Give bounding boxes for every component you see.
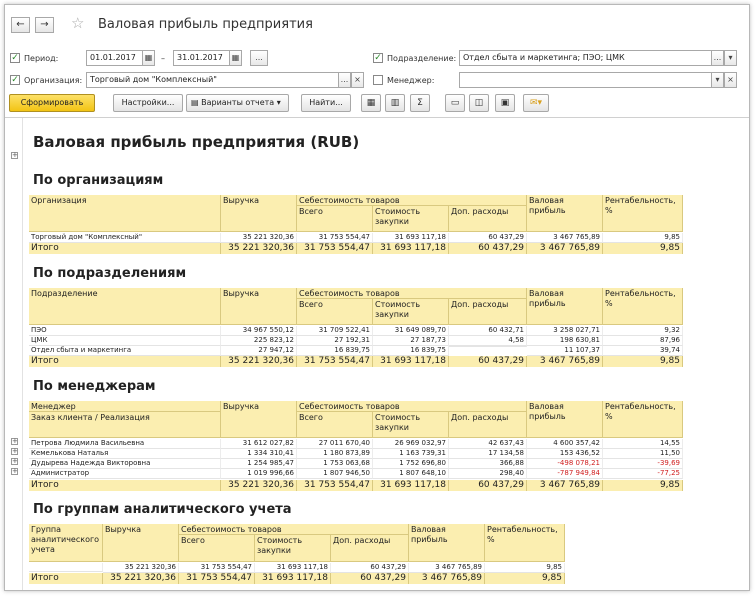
cell-total: 1 753 063,68: [297, 459, 373, 469]
manager-label: Менеджер:: [387, 76, 435, 85]
col-header-purchase: Стоимость закупки: [373, 206, 449, 232]
total-revenue: 35 221 320,36: [221, 356, 297, 367]
col-header-group: Группа аналитического учета: [29, 524, 103, 562]
cell-profitability: 9,32: [603, 326, 683, 336]
col-header-order: Заказ клиента / Реализация: [29, 412, 221, 438]
cell-total: 27 192,31: [297, 336, 373, 346]
cell-revenue: 31 612 027,82: [221, 439, 297, 449]
total-purchase: 31 693 117,18: [373, 243, 449, 254]
total-extra: 60 437,29: [449, 356, 527, 367]
col-header-profitability: Рентабельность, %: [485, 524, 565, 562]
col-header-profitability: Рентабельность, %: [603, 288, 683, 325]
cell-purchase: 26 969 032,97: [373, 439, 449, 449]
subdivision-select-button[interactable]: ...: [711, 50, 724, 66]
cell-profitability: 14,55: [603, 439, 683, 449]
total-extra: 60 437,29: [449, 243, 527, 254]
total-profitability: 9,85: [603, 356, 683, 367]
cell-revenue: 35 221 320,36: [221, 233, 297, 243]
cell-gross: 198 630,81: [527, 336, 603, 346]
expand-report-icon[interactable]: +: [12, 151, 18, 159]
total-total: 31 753 554,47: [297, 243, 373, 254]
col-header-revenue: Выручка: [103, 524, 179, 562]
total-revenue: 35 221 320,36: [221, 480, 297, 491]
cell-extra: 42 637,43: [449, 439, 527, 449]
manager-clear-icon[interactable]: ×: [724, 72, 737, 88]
col-header-gross: Валовая прибыль: [527, 195, 603, 232]
cell-total: 1 807 946,50: [297, 469, 373, 479]
col-header-profitability: Рентабельность, %: [603, 401, 683, 438]
cell-purchase: 31 693 117,18: [255, 563, 331, 573]
subdivision-dropdown-icon[interactable]: ▾: [724, 50, 737, 66]
cell-name: ПЭО: [29, 326, 221, 336]
table-by-subdivision: [29, 288, 683, 368]
section-by-analytic-group: По группам аналитического учета: [33, 502, 292, 517]
favorite-star-icon[interactable]: ☆: [71, 14, 85, 32]
cell-extra: 298,40: [449, 469, 527, 479]
variants-label: Варианты отчета: [201, 98, 275, 107]
col-header-extra: Доп. расходы: [449, 412, 527, 438]
cell-revenue: 27 947,12: [221, 346, 297, 356]
col-header-gross: Валовая прибыль: [409, 524, 485, 562]
col-header-revenue: Выручка: [221, 288, 297, 325]
cell-revenue: 34 967 550,12: [221, 326, 297, 336]
cell-name: Отдел сбыта и маркетинга: [29, 346, 221, 356]
sum-icon[interactable]: Σ: [410, 94, 430, 112]
manager-checkbox[interactable]: [373, 75, 383, 85]
chevron-down-icon: ▾: [274, 98, 281, 107]
cell-purchase: 1 752 696,80: [373, 459, 449, 469]
cell-extra: 366,88: [449, 459, 527, 469]
total-gross: 3 467 765,89: [527, 243, 603, 254]
expand-row-icon[interactable]: +: [12, 437, 18, 445]
total-extra: 60 437,29: [449, 480, 527, 491]
col-header-gross: Валовая прибыль: [527, 401, 603, 438]
period-checkbox[interactable]: ✓: [11, 53, 19, 63]
organization-checkbox[interactable]: ✓: [11, 75, 19, 85]
col-header-extra: Доп. расходы: [449, 299, 527, 325]
col-header-total: Всего: [179, 535, 255, 562]
cell-extra: [449, 346, 527, 347]
col-header-cost: Себестоимость товаров: [179, 524, 409, 535]
cell-name: Администратор: [29, 469, 221, 479]
period-label: Период:: [24, 54, 59, 63]
generate-button[interactable]: Сформировать: [9, 94, 95, 112]
total-label: Итого: [29, 480, 221, 491]
cell-purchase: 1 807 648,10: [373, 469, 449, 479]
calendar-from-icon[interactable]: ▦: [142, 50, 155, 66]
manager-input[interactable]: [459, 72, 712, 88]
cell-name: Кемелькова Наталья: [29, 449, 221, 459]
cell-extra: 60 437,29: [331, 563, 409, 573]
report-variants-button[interactable]: [186, 94, 289, 112]
cell-purchase: 16 839,75: [373, 346, 449, 356]
cell-purchase: 31 693 117,18: [373, 233, 449, 243]
total-gross: 3 467 765,89: [527, 480, 603, 491]
cell-total: 16 839,75: [297, 346, 373, 356]
total-revenue: 35 221 320,36: [221, 243, 297, 254]
cell-name: Дудырева Надежда Викторовна: [29, 459, 221, 469]
send-mail-icon[interactable]: ✉▾: [523, 94, 549, 112]
total-purchase: 31 693 117,18: [373, 356, 449, 367]
cell-profitability: 9,85: [603, 233, 683, 243]
col-header-cost: Себестоимость товаров: [297, 401, 527, 412]
period-dash: –: [161, 54, 165, 63]
table-by-manager: [29, 401, 683, 493]
find-button[interactable]: Найти...: [301, 94, 351, 112]
organization-select-button[interactable]: ...: [338, 72, 351, 88]
subdivision-checkbox[interactable]: ✓: [374, 53, 382, 63]
print-icon[interactable]: ▭: [445, 94, 465, 112]
section-by-manager: По менеджерам: [33, 379, 156, 394]
cell-purchase: 1 163 739,31: [373, 449, 449, 459]
col-header-purchase: Стоимость закупки: [373, 412, 449, 438]
cell-gross: 3 258 027,71: [527, 326, 603, 336]
collapse-groups-icon[interactable]: ▥: [385, 94, 405, 112]
cell-revenue: 1 334 310,41: [221, 449, 297, 459]
total-label: Итого: [29, 356, 221, 367]
back-button[interactable]: ←: [11, 17, 30, 33]
cell-profitability: 11,50: [603, 449, 683, 459]
organization-input[interactable]: Торговый дом "Комплексный": [86, 72, 339, 88]
total-revenue: 35 221 320,36: [103, 573, 179, 584]
cell-revenue: 1 254 985,47: [221, 459, 297, 469]
section-by-organization: По организациям: [33, 173, 164, 188]
variants-icon: ▤: [191, 98, 202, 107]
cell-gross: -787 949,84: [527, 469, 603, 479]
total-gross: 3 467 765,89: [409, 573, 485, 584]
cell-name: Петрова Людмила Васильевна: [29, 439, 221, 449]
col-header-total: Всего: [297, 206, 373, 232]
total-label: Итого: [29, 243, 221, 254]
cell-extra: 60 432,71: [449, 326, 527, 336]
col-header-extra: Доп. расходы: [449, 206, 527, 232]
manager-dropdown-icon[interactable]: ▾: [711, 72, 724, 88]
cell-profitability: 39,74: [603, 346, 683, 356]
col-header-subdivision: Подразделение: [29, 288, 221, 325]
save-icon[interactable]: ▣: [495, 94, 515, 112]
cell-extra: 4,58: [449, 336, 527, 346]
cell-name: [29, 563, 103, 572]
report-title: Валовая прибыль предприятия (RUB): [33, 133, 360, 151]
cell-name: ЦМК: [29, 336, 221, 346]
total-total: 31 753 554,47: [179, 573, 255, 584]
cell-purchase: 27 187,73: [373, 336, 449, 346]
section-by-subdivision: По подразделениям: [33, 266, 187, 281]
date-to-input[interactable]: 31.01.2017: [173, 50, 230, 66]
cell-profitability: -77,25: [603, 469, 683, 479]
date-from-input[interactable]: 01.01.2017: [86, 50, 143, 66]
cell-extra: 60 437,29: [449, 233, 527, 243]
col-header-total: Всего: [297, 412, 373, 438]
total-label: Итого: [29, 573, 103, 584]
cell-extra: 17 134,58: [449, 449, 527, 459]
table-by-organization: [29, 195, 683, 255]
cell-gross: 11 107,37: [527, 346, 603, 356]
expand-groups-icon[interactable]: ▦: [361, 94, 381, 112]
col-header-gross: Валовая прибыль: [527, 288, 603, 325]
cell-name: Торговый дом "Комплексный": [29, 233, 221, 243]
total-profitability: 9,85: [603, 243, 683, 254]
cell-revenue: 1 019 996,66: [221, 469, 297, 479]
organization-clear-icon[interactable]: ×: [351, 72, 364, 88]
total-total: 31 753 554,47: [297, 356, 373, 367]
cell-total: 31 753 554,47: [297, 233, 373, 243]
total-purchase: 31 693 117,18: [373, 480, 449, 491]
col-header-revenue: Выручка: [221, 195, 297, 232]
col-header-extra: Доп. расходы: [331, 535, 409, 562]
page-title: Валовая прибыль предприятия: [98, 17, 313, 32]
col-header-purchase: Стоимость закупки: [373, 299, 449, 325]
cell-profitability: 9,85: [485, 563, 565, 573]
col-header-total: Всего: [297, 299, 373, 325]
preview-icon[interactable]: ◫: [469, 94, 489, 112]
total-profitability: 9,85: [485, 573, 565, 584]
cell-total: 1 180 873,89: [297, 449, 373, 459]
calendar-to-icon[interactable]: ▦: [229, 50, 242, 66]
expand-row-icon[interactable]: +: [12, 467, 18, 475]
total-profitability: 9,85: [603, 480, 683, 491]
col-header-manager: Менеджер: [29, 401, 221, 412]
total-total: 31 753 554,47: [297, 480, 373, 491]
total-purchase: 31 693 117,18: [255, 573, 331, 584]
cell-revenue: 35 221 320,36: [103, 563, 179, 573]
expand-row-icon[interactable]: +: [12, 457, 18, 465]
cell-gross: 4 600 357,42: [527, 439, 603, 449]
expand-row-icon[interactable]: +: [12, 447, 18, 455]
total-extra: 60 437,29: [331, 573, 409, 584]
cell-gross: 153 436,52: [527, 449, 603, 459]
grouping-gutter: [5, 118, 23, 590]
cell-gross: 3 467 765,89: [409, 563, 485, 573]
title-bar: [5, 5, 749, 39]
col-header-cost: Себестоимость товаров: [297, 195, 527, 206]
cell-profitability: -39,69: [603, 459, 683, 469]
settings-button[interactable]: Настройки...: [113, 94, 183, 112]
cell-gross: 3 467 765,89: [527, 233, 603, 243]
subdivision-input[interactable]: Отдел сбыта и маркетинга; ПЭО; ЦМК: [459, 50, 712, 66]
cell-purchase: 31 649 089,70: [373, 326, 449, 336]
organization-label: Организация:: [24, 76, 83, 85]
cell-gross: -498 078,21: [527, 459, 603, 469]
table-by-analytic-group: [29, 524, 569, 586]
cell-profitability: 87,96: [603, 336, 683, 346]
cell-total: 27 011 670,40: [297, 439, 373, 449]
period-select-button[interactable]: ...: [250, 50, 268, 66]
report-window: [4, 4, 750, 591]
col-header-cost: Себестоимость товаров: [297, 288, 527, 299]
cell-total: 31 709 522,41: [297, 326, 373, 336]
total-gross: 3 467 765,89: [527, 356, 603, 367]
col-header-purchase: Стоимость закупки: [255, 535, 331, 562]
col-header-organization: Организация: [29, 195, 221, 232]
col-header-revenue: Выручка: [221, 401, 297, 438]
cell-total: 31 753 554,47: [179, 563, 255, 573]
forward-button[interactable]: →: [35, 17, 54, 33]
col-header-profitability: Рентабельность, %: [603, 195, 683, 232]
subdivision-label: Подразделение:: [387, 54, 457, 63]
cell-revenue: 225 823,12: [221, 336, 297, 346]
